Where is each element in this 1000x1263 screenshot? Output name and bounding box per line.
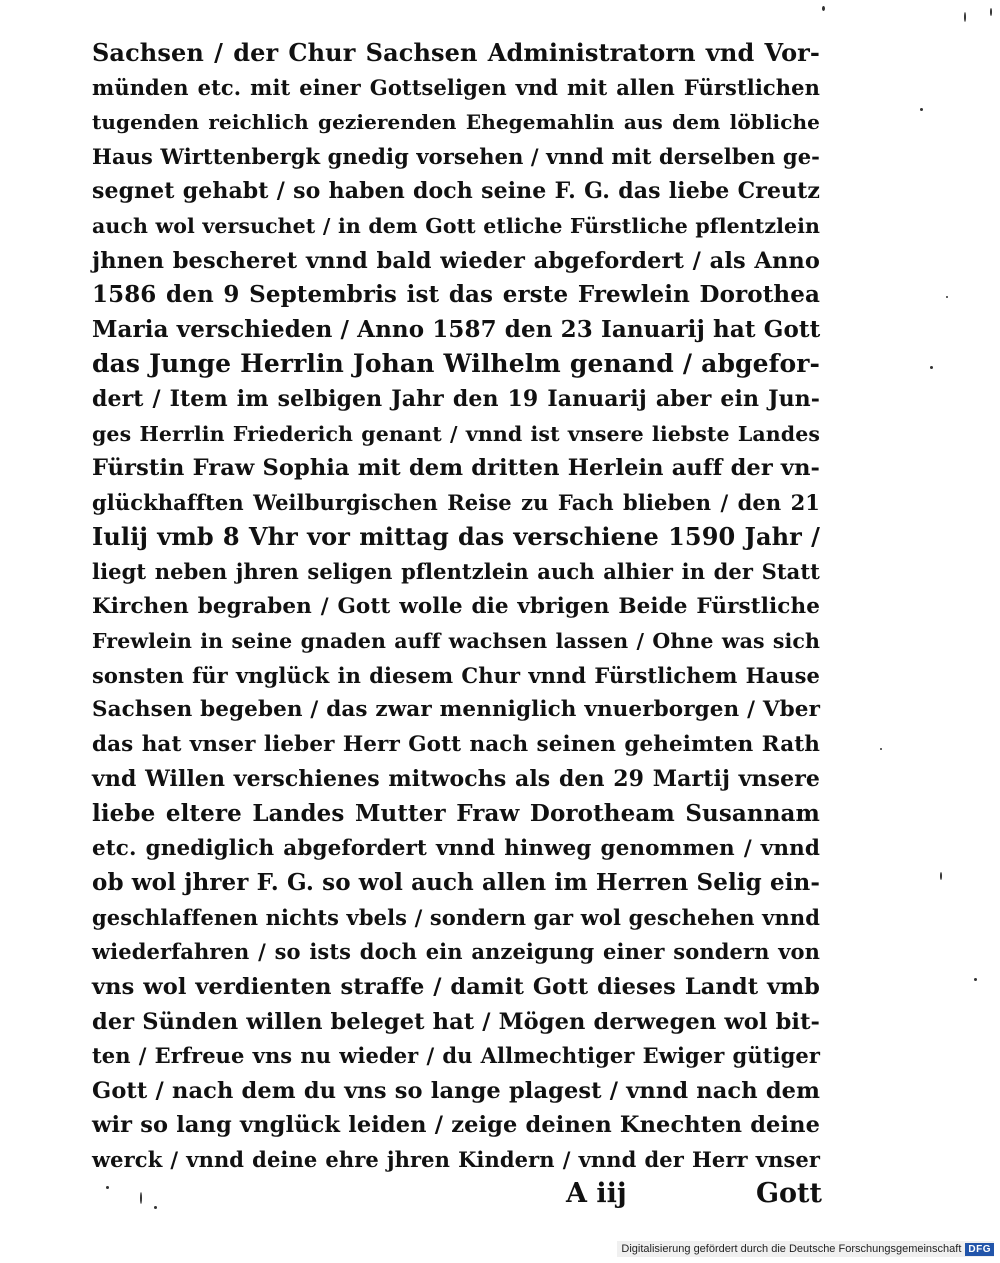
scan-speck bbox=[140, 1192, 142, 1204]
signature-mark: A iij bbox=[566, 1178, 627, 1209]
catchword: Gott bbox=[755, 1178, 822, 1209]
text-line: ob wol jhrer F. G. so wol auch allen im Herren Selig ein- bbox=[92, 869, 820, 897]
text-line: Haus Wirttenbergk gnedig vorsehen / vnnd mit derselben ge- bbox=[92, 143, 820, 169]
text-line: werck / vnnd deine ehre jhren Kindern / vnnd der Herr vnser bbox=[92, 1147, 820, 1172]
text-line: geschlaffenen nichts vbels / sondern gar wol geschehen vnnd bbox=[92, 904, 820, 930]
scan-speck bbox=[974, 978, 977, 981]
text-line: Sachsen / der Chur Sachsen Administratorn vnd Vor- bbox=[92, 38, 820, 67]
text-line: 1586 den 9 Septembris ist das erste Frewlein Dorothea bbox=[92, 281, 820, 309]
text-line: liebe eltere Landes Mutter Fraw Dorotheam Susannam bbox=[92, 800, 820, 828]
scan-speck bbox=[880, 748, 882, 750]
scan-speck bbox=[940, 872, 942, 880]
text-line: tugenden reichlich gezierenden Ehegemahlin aus dem löbliche bbox=[92, 110, 820, 135]
text-line: segnet gehabt / so haben doch seine F. G. das liebe Creutz bbox=[92, 178, 820, 205]
text-line: vnd Willen verschienes mitwochs als den 29 Martij vnsere bbox=[92, 766, 820, 793]
digitization-credit bbox=[617, 1241, 994, 1257]
text-line: der Sünden willen beleget hat / Mögen derwegen wol bit- bbox=[92, 1008, 820, 1035]
text-line: sonsten für vnglück in diesem Chur vnnd Fürstlichem Hause bbox=[92, 662, 820, 688]
scan-speck bbox=[822, 6, 825, 11]
text-line: ten / Erfreue vns nu wieder / du Allmechtiger Ewiger gütiger bbox=[92, 1043, 820, 1069]
scan-speck bbox=[946, 296, 948, 298]
text-body bbox=[92, 36, 820, 1178]
text-line: dert / Item im selbigen Jahr den 19 Ianuarij aber ein Jun- bbox=[92, 385, 820, 412]
scan-speck bbox=[154, 1206, 157, 1209]
page-foot bbox=[566, 1177, 822, 1211]
scan-speck bbox=[106, 1186, 109, 1189]
text-line: ges Herrlin Friederich genant / vnnd ist vnsere liebste Landes bbox=[92, 421, 820, 446]
text-line: auch wol versuchet / in dem Gott etliche Fürstliche pflentzlein bbox=[92, 213, 820, 238]
text-line: glückhafften Weilburgischen Reise zu Fach blieben / den 21 bbox=[92, 489, 820, 515]
dfg-logo: DFG bbox=[965, 1243, 994, 1256]
text-line: etc. gnediglich abgefordert vnnd hinweg genommen / vnnd bbox=[92, 835, 820, 861]
text-line: Fürstin Fraw Sophia mit dem dritten Herlein auff der vn- bbox=[92, 455, 820, 482]
text-line: vns wol verdienten straffe / damit Gott dieses Landt vmb bbox=[92, 974, 820, 1001]
scan-speck bbox=[990, 8, 992, 16]
text-line: das Junge Herrlin Johan Wilhelm genand / abgefor- bbox=[92, 349, 820, 379]
text-line: Maria verschieden / Anno 1587 den 23 Ianuarij hat Gott bbox=[92, 315, 821, 343]
text-line: Kirchen begraben / Gott wolle die vbrigen Beide Fürstliche bbox=[92, 593, 820, 619]
credit-text: Digitalisierung gefördert durch die Deutsche Forschungsgemeinschaft bbox=[621, 1243, 962, 1255]
text-line: wir so lang vnglück leiden / zeige deinen Knechten deine bbox=[92, 1112, 820, 1139]
scan-speck bbox=[964, 12, 966, 22]
text-line: Sachsen begeben / das zwar menniglich vnuerborgen / Vber bbox=[92, 697, 820, 723]
text-line: Iulij vmb 8 Vhr vor mittag das verschiene 1590 Jahr / bbox=[92, 522, 820, 552]
text-line: liegt neben jhren seligen pflentzlein auch alhier in der Statt bbox=[92, 558, 820, 584]
text-line: jhnen bescheret vnnd bald wieder abgefordert / als Anno bbox=[92, 247, 820, 274]
text-line: münden etc. mit einer Gottseligen vnd mit allen Fürstlichen bbox=[92, 74, 820, 100]
scan-speck bbox=[930, 366, 933, 369]
text-line: das hat vnser lieber Herr Gott nach seinen geheimten Rath bbox=[92, 731, 820, 757]
text-line: wiederfahren / so ists doch ein anzeigung einer sondern von bbox=[92, 939, 820, 965]
scan-speck bbox=[920, 108, 923, 111]
text-line: Gott / nach dem du vns so lange plagest / vnnd nach dem bbox=[92, 1077, 820, 1104]
text-line: Frewlein in seine gnaden auff wachsen lassen / Ohne was sich bbox=[92, 629, 820, 654]
